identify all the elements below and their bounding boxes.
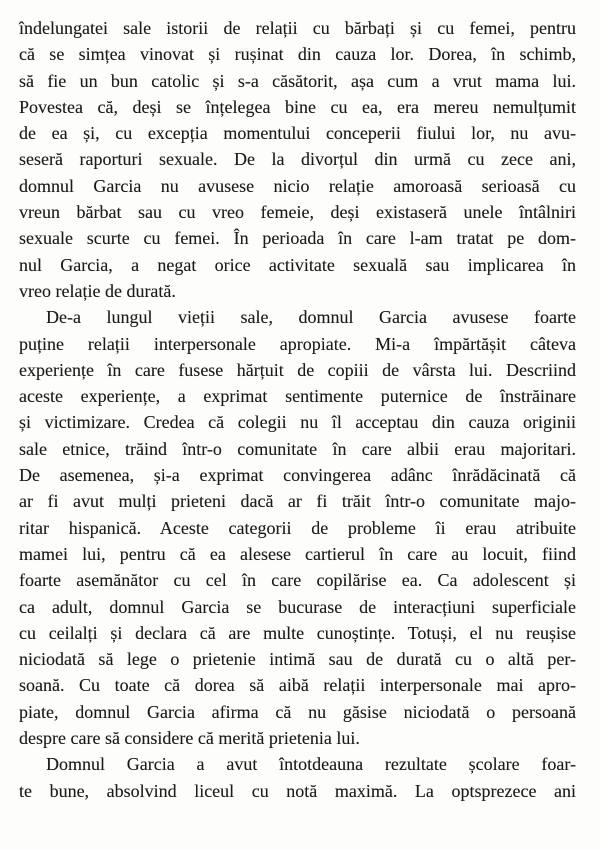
text-line: sexuale scurte cu femei. În perioada în care l-am tratat pe dom- [19, 228, 576, 249]
text-line: ritar hispanică. Aceste categorii de probleme îi erau atribuite [19, 517, 576, 538]
text-line: ca adult, domnul Garcia se bucurase de interacțiuni superficiale [19, 596, 576, 617]
text-line: piate, domnul Garcia afirma că nu găsise niciodată o persoană [19, 701, 576, 722]
text-line: domnul Garcia nu avusese nicio relație amoroasă serioasă cu [19, 175, 576, 196]
text-line: foarte asemănător cu cel în care copilărise ea. Ca adolescent și [19, 570, 576, 591]
text-line: seseră raporturi sexuale. De la divorțul din urmă cu zece ani, [19, 149, 576, 170]
text-line: vreo relație de durată. [19, 280, 176, 301]
text-line: vreun bărbat sau cu vreo femeie, deși existaseră unele întâlniri [19, 202, 576, 223]
text-line: ar fi avut mulți prieteni dacă ar fi trăit într-o comunitate majo- [19, 491, 576, 512]
text-line: Povestea că, deși se înțelegea bine cu ea, era mereu nemulțumit [19, 96, 576, 117]
page-text [19, 15, 576, 804]
text-line: nul Garcia, a negat orice activitate sexuală sau implicarea în [19, 254, 576, 275]
text-line: aceste experiențe, a exprimat sentimente puternice de înstrăinare [19, 386, 576, 407]
text-line: cu ceilalți și declara că are multe cunoștințe. Totuși, el nu reușise [19, 622, 576, 643]
text-line: sale etnice, trăind într-o comunitate în care albii erau majoritari. [19, 438, 576, 459]
text-line: despre care să considere că merită prietenia lui. [19, 728, 360, 749]
text-line: experiențe în care fusese hărțuit de copiii de vârsta lui. Descriind [19, 359, 576, 380]
text-line: te bune, absolvind liceul cu notă maximă. La optsprezece ani [19, 780, 576, 801]
text-line: niciodată să lege o prietenie intimă sau de durată cu o altă per- [19, 649, 576, 670]
text-line: și victimizare. Credea că colegii nu îl acceptau din cauza originii [19, 412, 576, 433]
text-line: De-a lungul vieții sale, domnul Garcia avusese foarte [46, 307, 576, 328]
text-line: că se simțea vinovat și rușinat din cauza lor. Dorea, în schimb, [19, 44, 576, 65]
text-line: mamei lui, pentru că ea alesese cartierul în care au locuit, fiind [19, 543, 576, 564]
text-line: soană. Cu toate că dorea să aibă relații interpersonale mai apro- [19, 675, 576, 696]
text-line: Domnul Garcia a avut întotdeauna rezultate școlare foar- [46, 754, 576, 775]
text-line: De asemenea, și-a exprimat convingerea adânc înrădăcinată că [19, 465, 576, 486]
text-line: îndelungatei sale istorii de relații cu bărbați și cu femei, pentru [19, 18, 576, 38]
text-line: de ea și, cu excepția momentului conceperii fiului lor, nu avu- [19, 123, 576, 144]
text-line: să fie un bun catolic și s-a căsătorit, așa cum a vrut mama lui. [19, 70, 576, 91]
text-line: puține relații interpersonale apropiate. Mi-a împărtășit câteva [19, 333, 576, 354]
